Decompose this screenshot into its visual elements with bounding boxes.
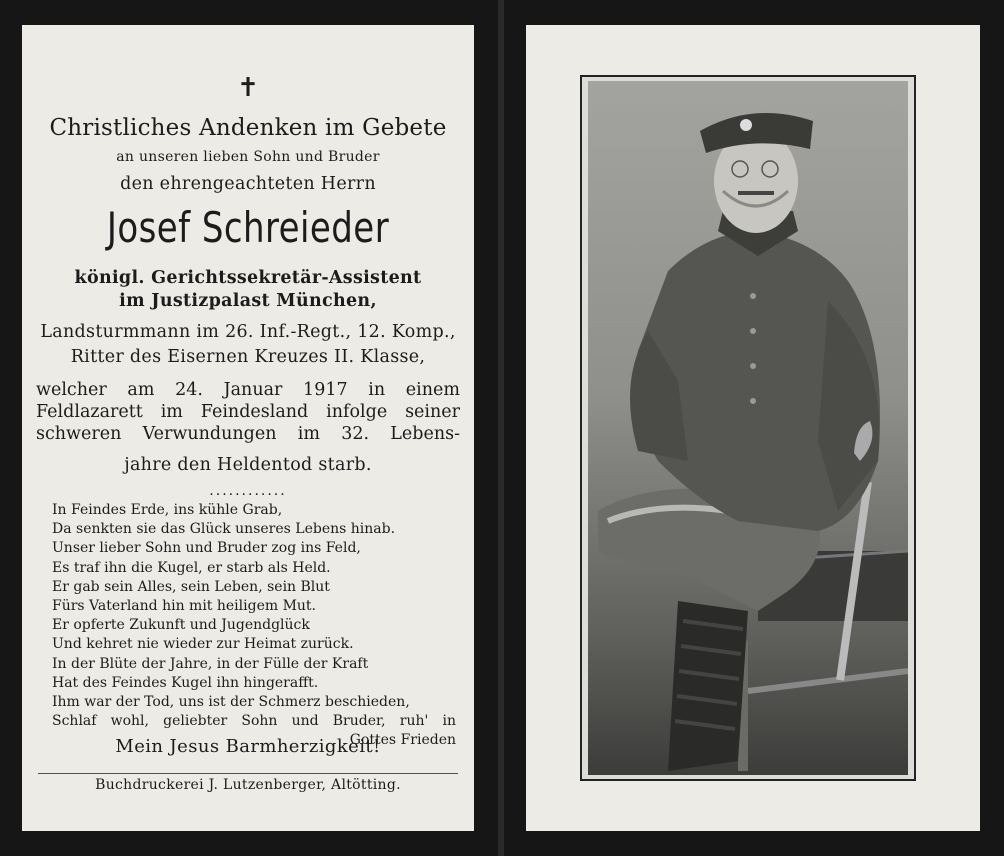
poem-line: Er opferte Zukunft und Jugendglück [52, 617, 310, 634]
honorific-line: den ehrengeachteten Herrn [120, 174, 376, 194]
soldier-portrait-photo [588, 81, 908, 775]
poem-line: Da senkten sie das Glück unseres Lebens hinab. [52, 521, 396, 538]
death-line: welcher am 24. Januar 1917 in einem [36, 380, 460, 400]
separator: ............ [209, 483, 287, 499]
photo-frame [580, 75, 916, 781]
poem-line: In der Blüte der Jahre, in der Fülle der Kraft [52, 655, 369, 672]
poem-line: Unser lieber Sohn und Bruder zog ins Feld, [52, 540, 361, 557]
cross-icon: ✝ [237, 73, 259, 103]
military-unit: Landsturmmann im 26. Inf.-Regt., 12. Komp., [40, 322, 456, 342]
soldier-silhouette-icon [588, 81, 908, 775]
deceased-name: Josef Schreieder [106, 203, 390, 252]
memorial-text-card [22, 25, 474, 831]
dedication-line: an unseren lieben Sohn und Bruder [116, 149, 380, 165]
poem-line: Und kehret nie wieder zur Heimat zurück. [52, 636, 354, 653]
prayer-motto: Mein Jesus Barmherzigkeit! [115, 736, 381, 757]
poem-line: In Feindes Erde, ins kühle Grab, [52, 502, 283, 518]
poem-line: Hat des Feindes Kugel ihn hingerafft. [52, 674, 319, 691]
poem-line: Er gab sein Alles, sein Leben, sein Blut [52, 578, 330, 595]
poem-line: Ihm war der Tod, uns ist der Schmerz beschieden, [52, 694, 410, 711]
memorial-poem [52, 501, 456, 751]
card-heading: Christliches Andenken im Gebete [49, 115, 447, 141]
workplace: im Justizpalast München, [119, 291, 377, 311]
card-fold [498, 0, 504, 856]
poem-line: Schlaf wohl, geliebter Sohn und Bruder, ruh' in [52, 713, 456, 730]
photo-card [526, 25, 980, 831]
death-line-last: jahre den Heldentod starb. [124, 455, 372, 475]
poem-line: Es traf ihn die Kugel, er starb als Held. [52, 559, 331, 576]
divider [38, 773, 458, 774]
decoration: Ritter des Eisernen Kreuzes II. Klasse, [70, 347, 426, 367]
death-line: schweren Verwundungen im 32. Lebens- [36, 424, 460, 444]
death-line: Feldlazarett im Feindesland infolge seiner [36, 402, 460, 422]
job-title: königl. Gerichtssekretär-Assistent [74, 268, 422, 288]
poem-line: Fürs Vaterland hin mit heiligem Mut. [52, 598, 317, 615]
poem-line-end: Gottes Frieden [349, 732, 456, 749]
printer-credit: Buchdruckerei J. Lutzenberger, Altötting. [95, 777, 401, 793]
